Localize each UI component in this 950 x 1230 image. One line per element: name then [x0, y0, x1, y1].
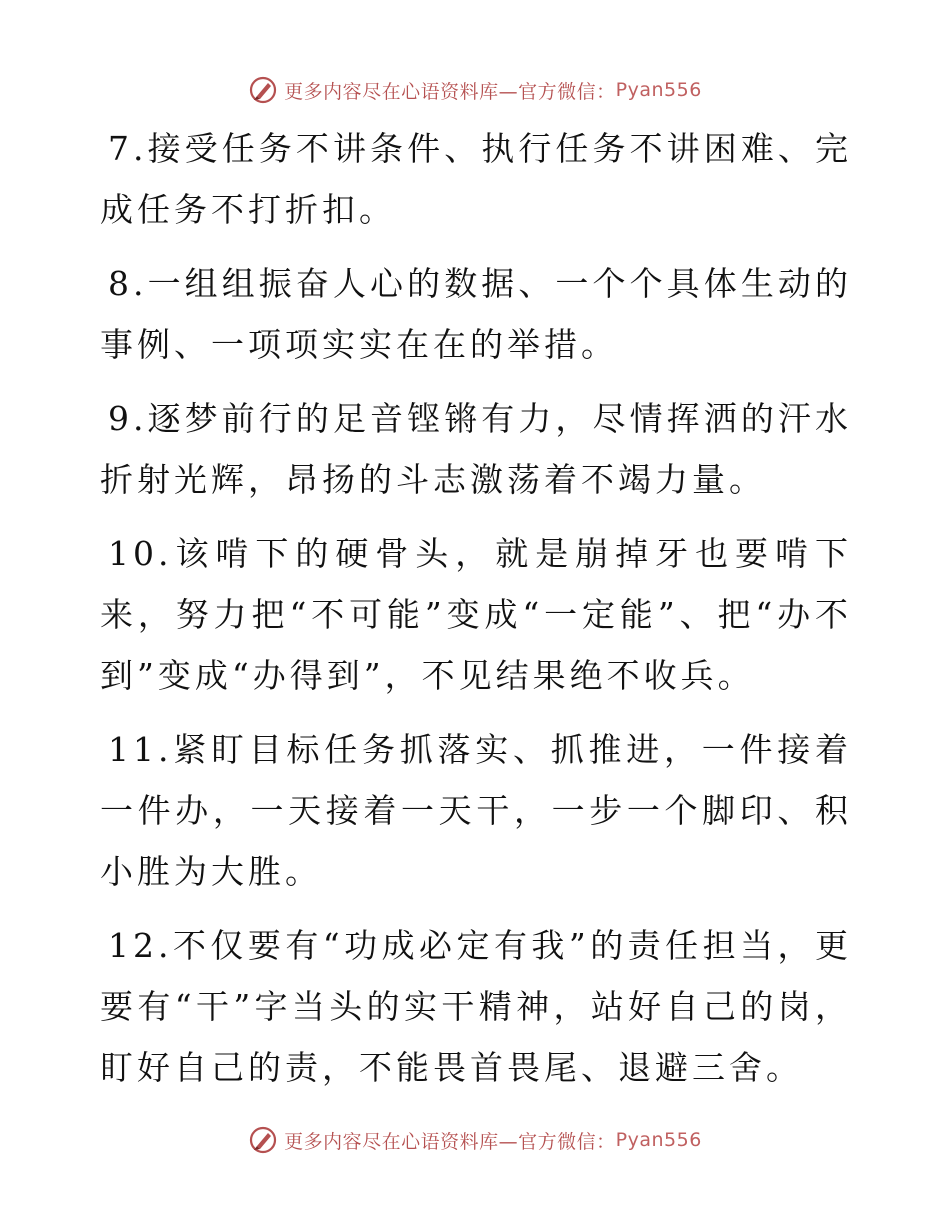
paragraph-10: 10.该啃下的硬骨头，就是崩掉牙也要啃下来，努力把“不可能”变成“一定能”、把“办不到”变成“办得到”，不见结果绝不收兵。: [100, 534, 852, 695]
document-body: [100, 118, 852, 1111]
watermark-text: 更多内容尽在心语资料库—官方微信：: [284, 80, 616, 103]
header-watermark: [0, 70, 950, 110]
watermark-wechat-id: Pyan556: [615, 79, 702, 101]
paragraph-8: 8.一组组振奋人心的数据、一个个具体生动的事例、一项项实实在在的举措。: [100, 264, 852, 364]
paragraph-12: 12.不仅要有“功成必定有我”的责任担当，更要有“干”字当头的实干精神，站好自己的岗，盯好自己的责，不能畏首畏尾、退避三舍。: [100, 926, 852, 1087]
paragraph-7: 7.接受任务不讲条件、执行任务不讲困难、完成任务不打折扣。: [100, 129, 852, 229]
footer-watermark: [0, 1120, 950, 1160]
paragraph-9: 9.逐梦前行的足音铿锵有力，尽情挥洒的汗水折射光辉，昂扬的斗志激荡着不竭力量。: [100, 399, 852, 499]
red-pen-seal-icon: [248, 75, 278, 105]
red-pen-seal-icon: [248, 1125, 278, 1155]
watermark-text: 更多内容尽在心语资料库—官方微信：: [284, 1130, 616, 1153]
paragraph-11: 11.紧盯目标任务抓落实、抓推进，一件接着一件办，一天接着一天干，一步一个脚印、积小胜为大胜。: [100, 730, 852, 891]
watermark-wechat-id: Pyan556: [615, 1129, 702, 1151]
